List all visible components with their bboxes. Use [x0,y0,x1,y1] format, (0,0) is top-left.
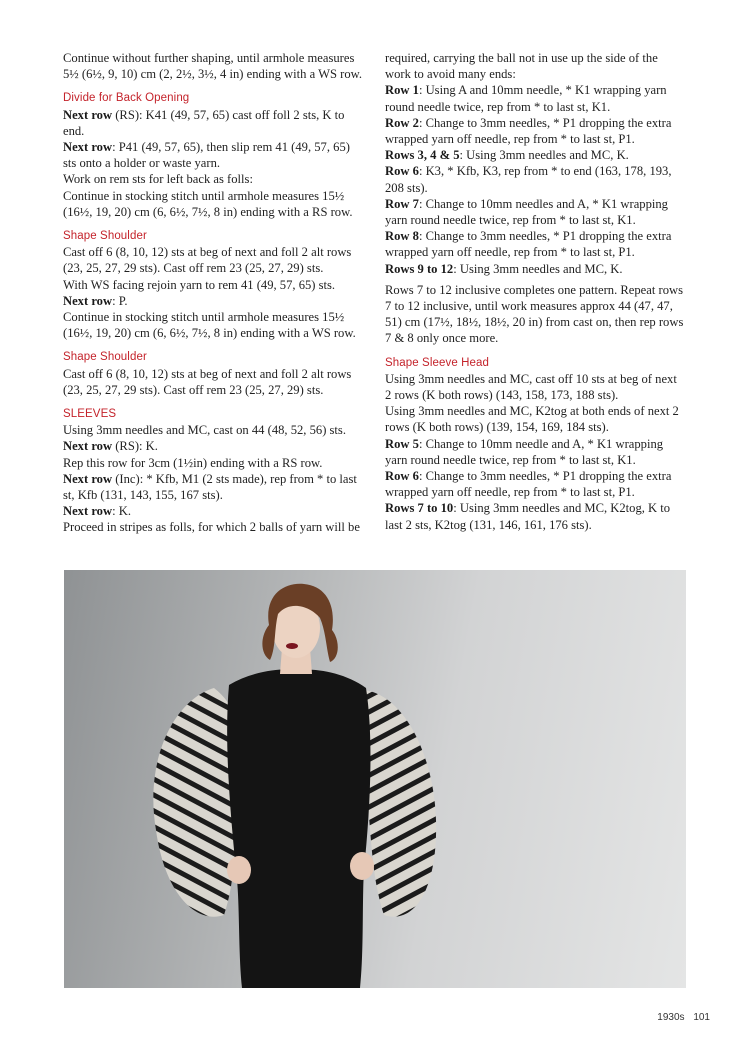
row-label: Row 6 [385,469,419,484]
instruction: Rep this row for 3cm (1½in) ending with a RS row. [63,455,323,470]
row-label: Next row [63,504,113,519]
row-label: Next row [63,471,113,486]
instruction: Using 3mm needles and MC, cast on 44 (48, 52, 56) sts. [63,423,346,438]
row-label: Next row [63,140,113,155]
instruction [385,436,685,468]
instruction: With WS facing rejoin yarn to rem 41 (49, 57, 65) sts. [63,277,336,292]
section-heading: Shape Shoulder [63,351,147,364]
instruction [63,139,363,171]
row-label: Row 6 [385,164,419,179]
section-heading: Shape Shoulder [63,230,147,243]
row-label: Next row [63,439,113,454]
instruction: required, carrying the ball not in use up the side of the work to avoid many ends: [385,51,658,82]
paragraph: Rows 7 to 12 inclusive completes one pattern. Repeat rows 7 to 12 inclusive, until work measures approx 44 (47, 47, 51) cm (17½, 18½, 18½, 20 in) from cast on, then rep rows 7 & 8 only once more. [385,282,684,346]
section-heading: Divide for Back Opening [63,92,190,105]
row-label: Row 8 [385,229,419,244]
instruction [385,468,685,500]
paragraph: Continue without further shaping, until armhole measures 5½ (6½, 9, 10) cm (2, 2½, 3½, 4 in) ending with a WS row. [63,51,363,82]
instruction-text: : K3, * Kfb, K3, rep from * to end (163, 178, 193, 208 sts). [385,164,672,195]
instruction-text: : K. [112,504,131,519]
instruction-text: : Using 3mm needles and MC, K2tog, K to last 2 sts, K2tog (131, 146, 161, 176 sts). [385,501,671,532]
instruction-text: : P41 (49, 57, 65), then slip rem 41 (49, 57, 65) sts onto a holder or waste yarn. [63,140,350,171]
instruction: Continue in stocking stitch until armhole measures 15½ (16½, 19, 20) cm (6, 6½, 7½, 8 in) ending with a RS row. [63,188,353,219]
instruction [63,293,363,309]
instruction-text: (RS): K41 (49, 57, 65) cast off foll 2 sts, K to end. [63,107,345,138]
instruction-text: : P. [112,293,128,308]
row-label: Next row [63,107,113,122]
instruction [385,228,685,260]
black-sweater [227,669,370,988]
instruction [63,107,363,139]
instruction [385,261,685,277]
instruction-text: : Change to 3mm needles, * P1 dropping the extra wrapped yarn off needle, rep from * to last st, P1. [385,115,672,147]
instruction: Continue in stocking stitch until armhole measures 15½ (16½, 19, 20) cm (6, 6½, 7½, 8 in) ending with a WS row. [63,310,356,341]
instruction-text: : Using A and 10mm needle, * K1 wrapping yarn round needle twice, rep from * to last st, K1. [385,83,667,114]
row-label: Row 2 [385,115,419,130]
row-label: Row 5 [385,436,419,451]
instruction [63,471,363,503]
instruction-text: : Change to 10mm needles and A, * K1 wrapping yarn round needle twice, rep from * to last st, K1. [385,196,668,228]
instruction-text: (Inc): * Kfb, M1 (2 sts made), rep from * to last st, Kfb (131, 143, 155, 167 sts). [63,471,357,503]
instruction: Cast off 6 (8, 10, 12) sts at beg of next and foll 2 alt rows (23, 25, 27, 29 sts). Cast off rem 23 (25, 27, 29) sts. [63,245,352,276]
instruction-text: : Change to 3mm needles, * P1 dropping the extra wrapped yarn off needle, rep from * to last st, P1. [385,229,672,260]
row-label: Next row [63,293,113,308]
instruction: Using 3mm needles and MC, K2tog at both ends of next 2 rows (K both rows) (139, 154, 169, 184 sts). [385,404,679,435]
instruction: Using 3mm needles and MC, cast off 10 sts at beg of next 2 rows (K both rows) (143, 158, 173, 188 sts). [385,371,677,403]
instruction: Proceed in stripes as folls, for which 2 balls of yarn will be [63,520,360,535]
instruction: Work on rem sts for left back as folls: [63,172,253,187]
model-photo [64,570,686,988]
left-column [63,50,363,536]
instruction [385,196,685,228]
section-heading: SLEEVES [63,408,117,421]
instruction-text: : Using 3mm needles and MC, K. [459,148,629,163]
instruction-text: : Using 3mm needles and MC, K. [453,261,623,276]
section-heading: Shape Sleeve Head [385,356,489,369]
instruction-text: : Change to 10mm needle and A, * K1 wrapping yarn round needle twice, rep from * to last st, K1. [385,436,664,467]
instruction [385,163,685,195]
row-label: Rows 7 to 10 [385,501,454,516]
row-label: Row 7 [385,196,419,211]
instruction [385,500,685,532]
instruction [63,503,363,519]
row-label: Rows 3, 4 & 5 [385,148,460,163]
instruction: Cast off 6 (8, 10, 12) sts at beg of next and foll 2 alt rows (23, 25, 27, 29 sts). Cast off rem 23 (25, 27, 29) sts. [63,366,352,397]
page-footer [651,1012,710,1023]
right-column [385,50,685,533]
section-name: 1930s [657,1012,685,1023]
instruction-text: (RS): K. [112,439,158,454]
page-number: 101 [693,1012,710,1023]
row-label: Rows 9 to 12 [385,261,454,276]
instruction-text: : Change to 3mm needles, * P1 dropping the extra wrapped yarn off needle, rep from * to last st, P1. [385,469,672,500]
instruction [63,438,363,454]
instruction [385,147,685,163]
instruction [385,115,685,147]
instruction [385,82,685,114]
striped-sleeve-right [359,690,436,917]
row-label: Row 1 [385,83,419,98]
